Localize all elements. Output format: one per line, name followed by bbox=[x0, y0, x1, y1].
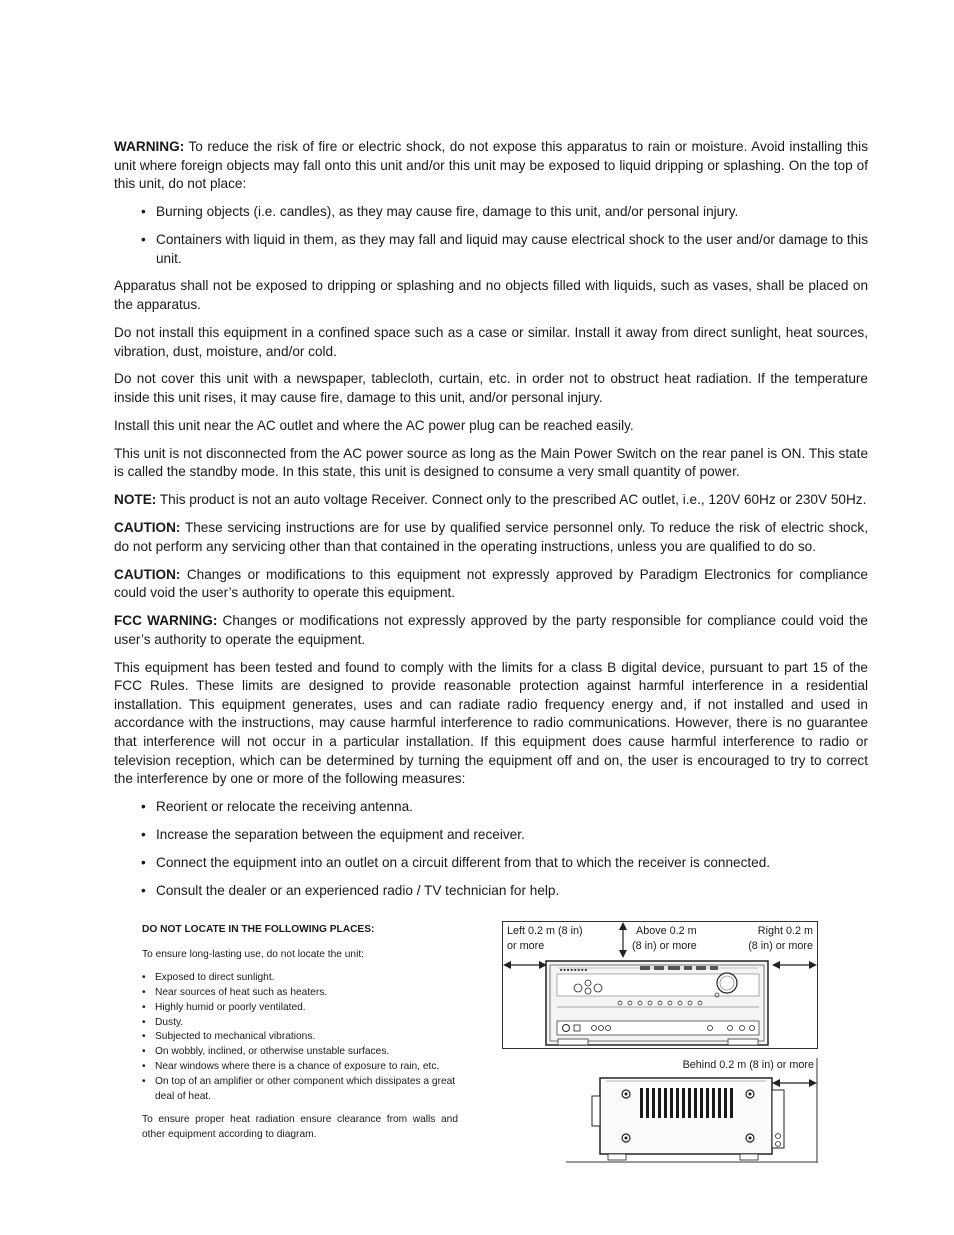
paragraph-heat-radiation: Do not cover this unit with a newspaper, tablecloth, curtain, etc. in order not to obstruct heat radiation. If the temperature inside this unit rises, it may cause fire, damage to this unit, and/or personal injury. bbox=[114, 371, 868, 406]
note-text: This product is not an auto voltage Receiver. Connect only to the prescribed AC outlet, i.e., 120V 60Hz or 230V 50Hz. bbox=[156, 492, 867, 508]
list-item: • Burning objects (i.e. candles), as they may cause fire, damage to this unit, and/or personal injury. bbox=[114, 203, 868, 222]
left-clearance-label: or more bbox=[507, 940, 545, 952]
list-item: • Connect the equipment into an outlet on a circuit different from that to which the receiver is connected. bbox=[114, 854, 868, 873]
list-item: • On wobbly, inclined, or otherwise unstable surfaces. bbox=[142, 1045, 458, 1060]
right-clearance-label: (8 in) or more bbox=[748, 940, 813, 952]
main-text bbox=[114, 138, 868, 910]
paragraph-ac-outlet: Install this unit near the AC outlet and where the AC power plug can be reached easily. bbox=[114, 417, 634, 433]
list-item: • Highly humid or poorly ventilated. bbox=[142, 1001, 458, 1016]
caution-text: These servicing instructions are for use by qualified service personnel only. To reduce the risk of electric shock, do not perform any servicing other than that contained in the operating instructions, unless you are qualified to do so. bbox=[114, 520, 868, 554]
above-clearance-label: Above 0.2 m bbox=[636, 925, 697, 937]
fcc-label: FCC WARNING: bbox=[114, 613, 218, 629]
placement-heading: DO NOT LOCATE IN THE FOLLOWING PLACES: bbox=[142, 924, 375, 935]
list-item: • Increase the separation between the equipment and receiver. bbox=[114, 826, 868, 845]
list-item: • Consult the dealer or an experienced radio / TV technician for help. bbox=[114, 882, 868, 901]
caution-paragraph-1 bbox=[114, 519, 868, 556]
list-item: • Subjected to mechanical vibrations. bbox=[142, 1030, 458, 1045]
above-clearance-label: (8 in) or more bbox=[632, 940, 697, 952]
caution-label: CAUTION: bbox=[114, 520, 181, 536]
placement-outro: To ensure proper heat radiation ensure clearance from walls and other equipment according to diagram. bbox=[142, 1113, 458, 1140]
fcc-text: Changes or modifications not expressly approved by the party responsible for compliance could void the user’s authority to operate the equipment. bbox=[114, 613, 868, 647]
right-clearance-label: Right 0.2 m bbox=[757, 925, 813, 937]
compliance-paragraph: This equipment has been tested and found to comply with the limits for a class B digital device, pursuant to part 15 of the FCC Rules. These limits are designed to provide reasonable protection against harmful interference in a residential installation. This equipment generates, uses and can radiate radio frequency energy and, if not installed and used in accordance with the instructions, may cause harmful interference to radio communications. However, there is no guarantee that interference will not occur in a particular installation. If this equipment does cause harmful interference to radio or television reception, which can be determined by turning the equipment off and on, the user is encouraged to try to correct the interference by one or more of the following measures: bbox=[114, 659, 868, 787]
paragraph-standby: This unit is not disconnected from the AC power source as long as the Main Power Switch on the rear panel is ON. This state is called the standby mode. In this state, this unit is designed to consume a very small quantity of power. bbox=[114, 445, 868, 480]
left-clearance-label: Left 0.2 m (8 in) bbox=[507, 925, 583, 937]
warning-paragraph bbox=[114, 138, 868, 194]
list-item: • On top of an amplifier or other component which dissipates a great deal of heat. bbox=[142, 1075, 458, 1105]
list-item: • Near windows where there is a chance of exposure to rain, etc. bbox=[142, 1060, 458, 1075]
list-item: • Exposed to direct sunlight. bbox=[142, 971, 458, 986]
list-item: • Near sources of heat such as heaters. bbox=[142, 986, 458, 1001]
warning-label: WARNING: bbox=[114, 139, 185, 154]
list-item: • Containers with liquid in them, as they may fall and liquid may cause electrical shock to the user and/or damage to this unit. bbox=[114, 231, 868, 268]
caution-paragraph-2 bbox=[114, 566, 868, 603]
warning-text: To reduce the risk of fire or electric shock, do not expose this apparatus to rain or moisture. Avoid installing this unit where foreign objects may fall onto this unit and/or this unit may be exposed to liquid dripping or splashing. On the top of this unit, do not place: bbox=[114, 139, 868, 192]
note-paragraph bbox=[114, 491, 868, 510]
caution-text: Changes or modifications to this equipment not expressly approved by Paradigm Electronics for compliance could void the user’s authority to operate this equipment. bbox=[114, 566, 868, 601]
warning-list bbox=[114, 203, 868, 268]
caution-label: CAUTION: bbox=[114, 566, 181, 582]
measures-list bbox=[114, 798, 868, 900]
list-item: • Reorient or relocate the receiving antenna. bbox=[114, 798, 868, 817]
behind-clearance-label: Behind 0.2 m (8 in) or more bbox=[682, 1059, 814, 1071]
placement-section bbox=[142, 923, 458, 1151]
front-clearance-diagram bbox=[502, 921, 818, 1049]
placement-intro: To ensure long-lasting use, do not locate the unit: bbox=[142, 948, 365, 960]
side-view-drawing bbox=[566, 1058, 818, 1164]
paragraph-dripping: Apparatus shall not be exposed to dripping or splashing and no objects filled with liquids, such as vases, shall be placed on the apparatus. bbox=[114, 278, 868, 313]
fcc-paragraph bbox=[114, 612, 868, 649]
side-clearance-diagram bbox=[566, 1058, 818, 1164]
placement-list bbox=[142, 971, 458, 1105]
note-label: NOTE: bbox=[114, 492, 157, 508]
svg-text:■ ■ ■ ■ ■ ■ ■ ■: ■ ■ ■ ■ ■ ■ ■ ■ bbox=[560, 967, 588, 972]
list-item: • Dusty. bbox=[142, 1016, 458, 1031]
paragraph-confined-space: Do not install this equipment in a confined space such as a case or similar. Install it away from direct sunlight, heat sources, vibration, dust, moisture, and/or cold. bbox=[114, 324, 868, 359]
